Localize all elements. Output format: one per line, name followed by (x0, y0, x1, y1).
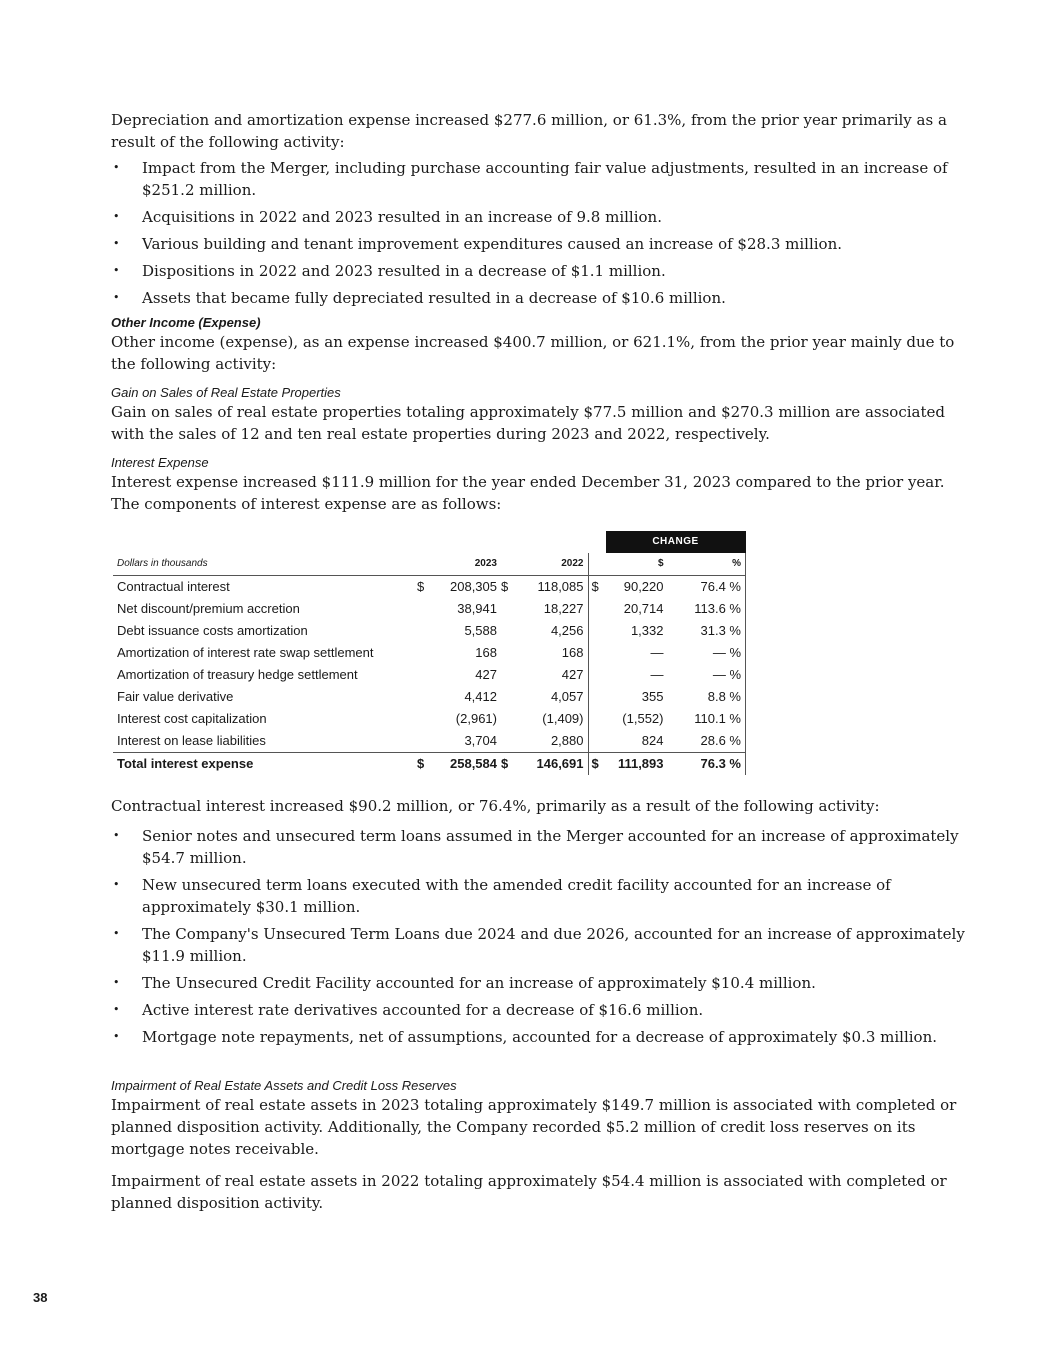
gain-on-sales-heading: Gain on Sales of Real Estate Properties (111, 385, 341, 400)
list-item: • New unsecured term loans executed with the amended credit facility accounted for an increase of approximately $30.1 million. (113, 876, 891, 916)
column-header-change-percent: % (668, 553, 746, 576)
depreciation-intro: Depreciation and amortization expense increased $277.6 million, or 61.3%, from the prior year primarily as a result of the following activity: (111, 111, 947, 151)
list-item: • Dispositions in 2022 and 2023 resulted in a decrease of $1.1 million. (113, 262, 666, 280)
table-row: Amortization of treasury hedge settlement 427 427 — — % (113, 664, 746, 686)
table-row: Net discount/premium accretion 38,941 18,227 20,714 113.6 % (113, 598, 746, 620)
table-row: Fair value derivative 4,412 4,057 355 8.8 % (113, 686, 746, 708)
gain-on-sales-text: Gain on sales of real estate properties totaling approximately $77.5 million and $270.3 million are associated with the sales of 12 and ten real estate properties during 2023 and 2022, respectively. (111, 403, 945, 443)
page-body (111, 109, 969, 1214)
page-number: 38 (33, 1290, 48, 1305)
column-header-2023: 2023 (431, 553, 501, 576)
bullet-icon: • (113, 927, 120, 940)
table-header-row (113, 553, 746, 576)
bullet-icon: • (113, 1030, 120, 1043)
bullet-icon: • (113, 1003, 120, 1016)
bullet-icon: • (113, 829, 120, 842)
impairment-text-2022: Impairment of real estate assets in 2022 totaling approximately $54.4 million is associated with completed or planned disposition activity. (111, 1172, 947, 1212)
depreciation-bullet-list (111, 157, 969, 309)
impairment-heading: Impairment of Real Estate Assets and Credit Loss Reserves (111, 1078, 457, 1093)
column-header-change-dollar: $ (606, 553, 668, 576)
bullet-icon: • (113, 291, 120, 304)
table-row: Interest cost capitalization (2,961) (1,409) (1,552) 110.1 % (113, 708, 746, 730)
list-item: • Mortgage note repayments, net of assumptions, accounted for a decrease of approximately $0.3 million. (113, 1028, 938, 1046)
bullet-icon: • (113, 264, 120, 277)
bullet-icon: • (113, 161, 120, 174)
list-item: • Active interest rate derivatives accounted for a decrease of $16.6 million. (113, 1001, 704, 1019)
change-header: CHANGE (606, 531, 746, 553)
interest-expense-heading: Interest Expense (111, 455, 209, 470)
column-header-2022: 2022 (515, 553, 588, 576)
list-item: • Senior notes and unsecured term loans assumed in the Merger accounted for an increase of approximately $54.7 million. (113, 827, 959, 867)
impairment-text-2023: Impairment of real estate assets in 2023 totaling approximately $149.7 million is associated with completed or planned disposition activity. Additionally, the Company recorded $5.2 million of credit loss reserves on its mortgage notes receivable. (111, 1096, 957, 1158)
list-item: • Assets that became fully depreciated resulted in a decrease of $10.6 million. (113, 289, 726, 307)
other-income-heading: Other Income (Expense) (111, 315, 261, 330)
column-header-label: Dollars in thousands (113, 553, 417, 576)
list-item: • The Company's Unsecured Term Loans due 2024 and due 2026, accounted for an increase of approximately $11.9 million. (113, 925, 965, 965)
bullet-icon: • (113, 237, 120, 250)
list-item: • Acquisitions in 2022 and 2023 resulted in an increase of 9.8 million. (113, 208, 662, 226)
table-total-row: Total interest expense $ 258,584 $ 146,691 $ 111,893 76.3 % (113, 753, 746, 776)
table-row: Interest on lease liabilities 3,704 2,880 824 28.6 % (113, 730, 746, 753)
table-row: Amortization of interest rate swap settlement 168 168 — — % (113, 642, 746, 664)
interest-expense-table (113, 531, 746, 775)
list-item: • The Unsecured Credit Facility accounted for an increase of approximately $10.4 million. (113, 974, 816, 992)
list-item: • Impact from the Merger, including purchase accounting fair value adjustments, resulted in an increase of $251.2 million. (113, 159, 948, 199)
table-row: Contractual interest $ 208,305 $ 118,085 $ 90,220 76.4 % (113, 576, 746, 599)
table-row: Debt issuance costs amortization 5,588 4,256 1,332 31.3 % (113, 620, 746, 642)
contractual-intro: Contractual interest increased $90.2 million, or 76.4%, primarily as a result of the following activity: (111, 797, 880, 815)
bullet-icon: • (113, 878, 120, 891)
contractual-bullet-list (111, 825, 969, 1048)
list-item: • Various building and tenant improvement expenditures caused an increase of $28.3 million. (113, 235, 843, 253)
bullet-icon: • (113, 976, 120, 989)
bullet-icon: • (113, 210, 120, 223)
interest-expense-text: Interest expense increased $111.9 million for the year ended December 31, 2023 compared to the prior year. The components of interest expense are as follows: (111, 473, 945, 513)
other-income-text: Other income (expense), as an expense increased $400.7 million, or 621.1%, from the prior year mainly due to the following activity: (111, 333, 955, 373)
